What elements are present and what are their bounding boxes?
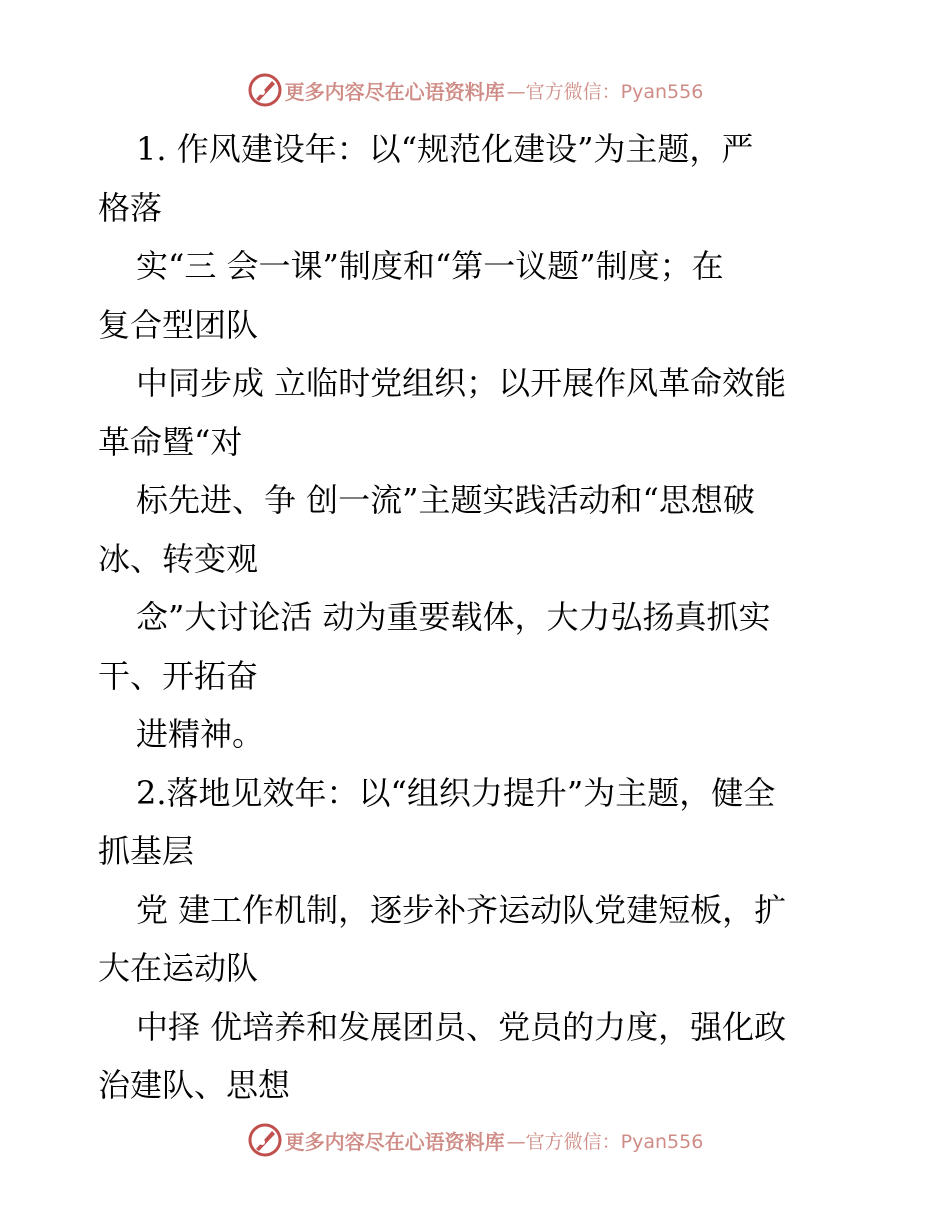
watermark-main-text: 更多内容尽在心语资料库 <box>284 79 505 104</box>
watermark-header <box>0 68 950 112</box>
text-line: 抓基层 <box>98 832 195 870</box>
watermark-main-text: 更多内容尽在心语资料库 <box>284 1129 505 1154</box>
pen-logo-icon <box>247 1122 283 1158</box>
text-line: 格落 <box>98 188 163 227</box>
text-line: 中择 优培养和发展团员、党员的力度，强化政 <box>136 1007 787 1046</box>
text-line: 冰、转变观 <box>98 539 259 578</box>
text-line: 实“三 会一课”制度和“第一议题”制度；在 <box>136 247 724 285</box>
text-line: 2.落地见效年：以“组织力提升”为主题，健全 <box>136 773 776 812</box>
pen-logo-icon <box>247 72 283 108</box>
text-line: 标先进、争 创一流”主题实践活动和“思想破 <box>136 481 755 519</box>
text-line: 念”大讨论活 动为重要载体，大力弘扬真抓实 <box>136 598 771 636</box>
text-line: 进精神。 <box>136 715 265 753</box>
document-body <box>98 120 858 1115</box>
watermark-footer <box>0 1118 950 1162</box>
text-line: 复合型团队 <box>98 305 259 344</box>
text-line: 党 建工作机制，逐步补齐运动队党建短板，扩 <box>136 890 787 929</box>
text-line: 中同步成 立临时党组织；以开展作风革命效能 <box>136 364 787 402</box>
watermark-suffix-text: —官方微信：Pyan556 <box>506 80 704 103</box>
text-line: 干、开拓奋 <box>98 656 259 695</box>
watermark-suffix-text: —官方微信：Pyan556 <box>506 1130 704 1153</box>
text-line: 1. 作风建设年：以“规范化建设”为主题，严 <box>136 130 754 168</box>
text-line: 革命暨“对 <box>98 422 243 461</box>
text-line: 治建队、思想 <box>98 1066 291 1104</box>
text-line: 大在运动队 <box>98 949 259 987</box>
